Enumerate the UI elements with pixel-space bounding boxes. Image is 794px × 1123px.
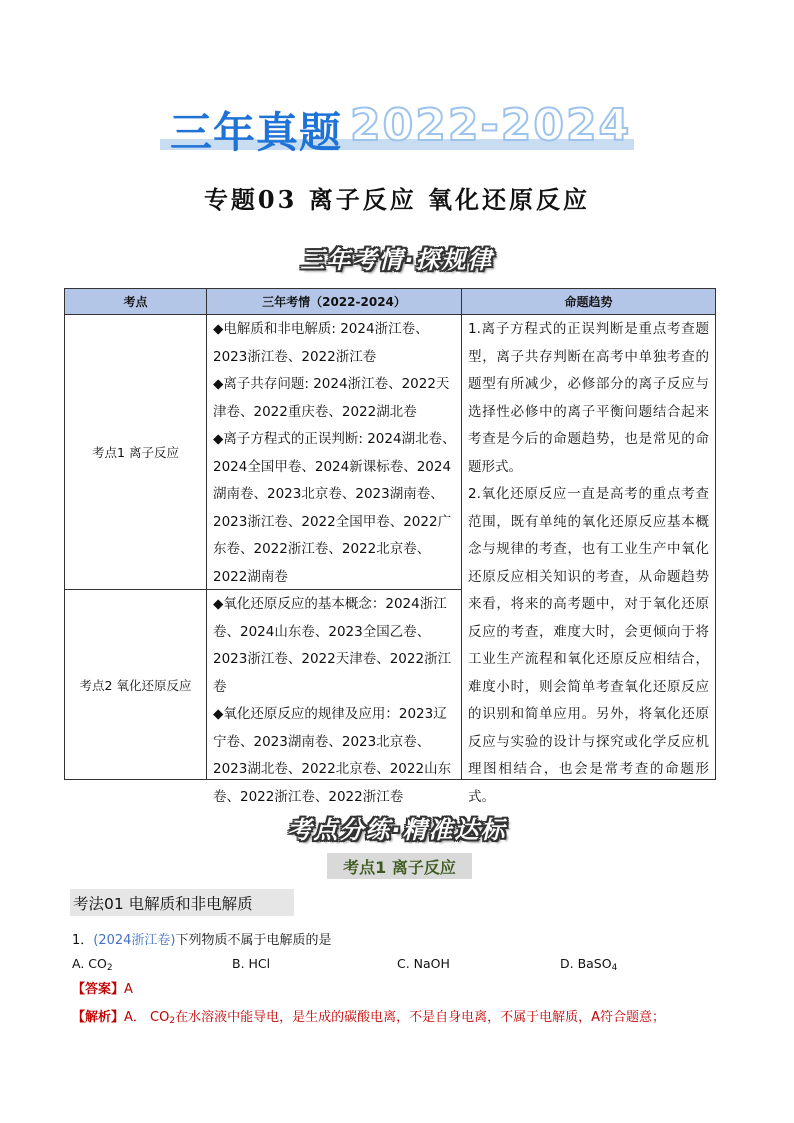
kaodian-heading: 考点1 离子反应 <box>327 853 472 879</box>
table-header-history: 三年考情（2022-2024） <box>206 288 462 315</box>
trend-paragraph-2: 2.氧化还原反应一直是高考的重点考查范围，既有单纯的氧化还原反应基本概念与规律的考查，也有工业生产中氧化还原反应相关知识的考查，从命题趋势来看，将来的高考题中，对于氧化还原反应的考查，难度大时，会更倾向于将工业生产流程和氧化还原反应相结合，难度小时，则会简单考查氧化还原反应的识别和简单应用。另外，将氧化还原反应与实验的设计与探究或化学反应机理图相结合，也会是常考查的命题形式。 <box>468 486 709 805</box>
table-row-details-2 <box>206 589 462 805</box>
explanation-text-1: A． CO <box>124 1010 170 1025</box>
option-d-sub: 4 <box>611 963 618 973</box>
explanation-sub: 2 <box>169 1016 176 1026</box>
option-a <box>72 956 113 973</box>
table-trend-cell <box>461 314 716 805</box>
option-c: C. NaOH <box>397 956 450 971</box>
banner-left-text: 三年真题 <box>170 108 343 157</box>
table-row-topic-1: 考点1 离子反应 <box>64 314 207 590</box>
exam-overview-table <box>64 288 716 805</box>
table-row-details-1 <box>206 314 462 590</box>
question-number: 1． <box>72 933 94 948</box>
question-source: (2024浙江卷) <box>93 933 176 948</box>
section-title-1: 三年考情·探规律 <box>300 246 494 274</box>
explanation-text-2: 在水溶液中能导电，是生成的碳酸电离，不是自身电离，不属于电解质，A符合题意； <box>175 1010 665 1025</box>
detail-item: ◆电解质和非电解质: 2024浙江卷、2023浙江卷、2022浙江卷 <box>213 321 429 365</box>
explanation-label: 【解析】 <box>72 1010 125 1025</box>
table-header-trend: 命题趋势 <box>461 288 716 315</box>
answer-line <box>72 978 133 997</box>
detail-item: ◆氧化还原反应的规律及应用：2023辽宁卷、2023湖南卷、2023北京卷、2023湖北卷、2022北京卷、2022山东卷、2022浙江卷、2022浙江卷 <box>213 706 452 805</box>
detail-item: ◆离子方程式的正误判断: 2024湖北卷、2024全国甲卷、2024新课标卷、2024湖南卷、2023北京卷、2023湖南卷、2023浙江卷、2022全国甲卷、2022广东卷、2022浙江卷、2022北京卷、2022湖南卷 <box>213 431 456 585</box>
option-d <box>560 956 617 973</box>
option-b: B. HCl <box>232 956 271 971</box>
question-1 <box>72 929 332 948</box>
detail-item: ◆氧化还原反应的基本概念：2024浙江卷、2024山东卷、2023全国乙卷、2023浙江卷、2022天津卷、2022浙江卷 <box>213 596 452 695</box>
answer-label: 【答案】 <box>72 982 125 997</box>
option-d-text: D. BaSO <box>560 956 612 971</box>
answer-value: A <box>124 982 133 997</box>
detail-item: ◆离子共存问题: 2024浙江卷、2022天津卷、2022重庆卷、2022湖北卷 <box>213 376 450 420</box>
kaofa-heading: 考法01 电解质和非电解质 <box>70 889 294 916</box>
explanation-line <box>72 1006 732 1026</box>
option-a-text: A. CO <box>72 956 107 971</box>
option-a-sub: 2 <box>106 963 113 973</box>
title-banner <box>160 100 634 158</box>
table-row-topic-2: 考点2 氧化还原反应 <box>64 589 207 780</box>
question-stem: 下列物质不属于电解质的是 <box>175 933 332 948</box>
trend-paragraph-1: 1.离子方程式的正误判断是重点考查题型，离子共存判断在高考中单独考查的题型有所减少，必修部分的离子反应与选择性必修中的离子平衡问题结合起来考查是今后的命题趋势，也是常见的命题形式。 <box>468 321 709 475</box>
banner-year-range: 2022-2024 <box>350 100 632 151</box>
table-header-topic: 考点 <box>64 288 207 315</box>
page-subtitle: 专题03 离子反应 氧化还原反应 <box>203 185 591 214</box>
section-title-2: 考点分练·精准达标 <box>287 816 507 844</box>
